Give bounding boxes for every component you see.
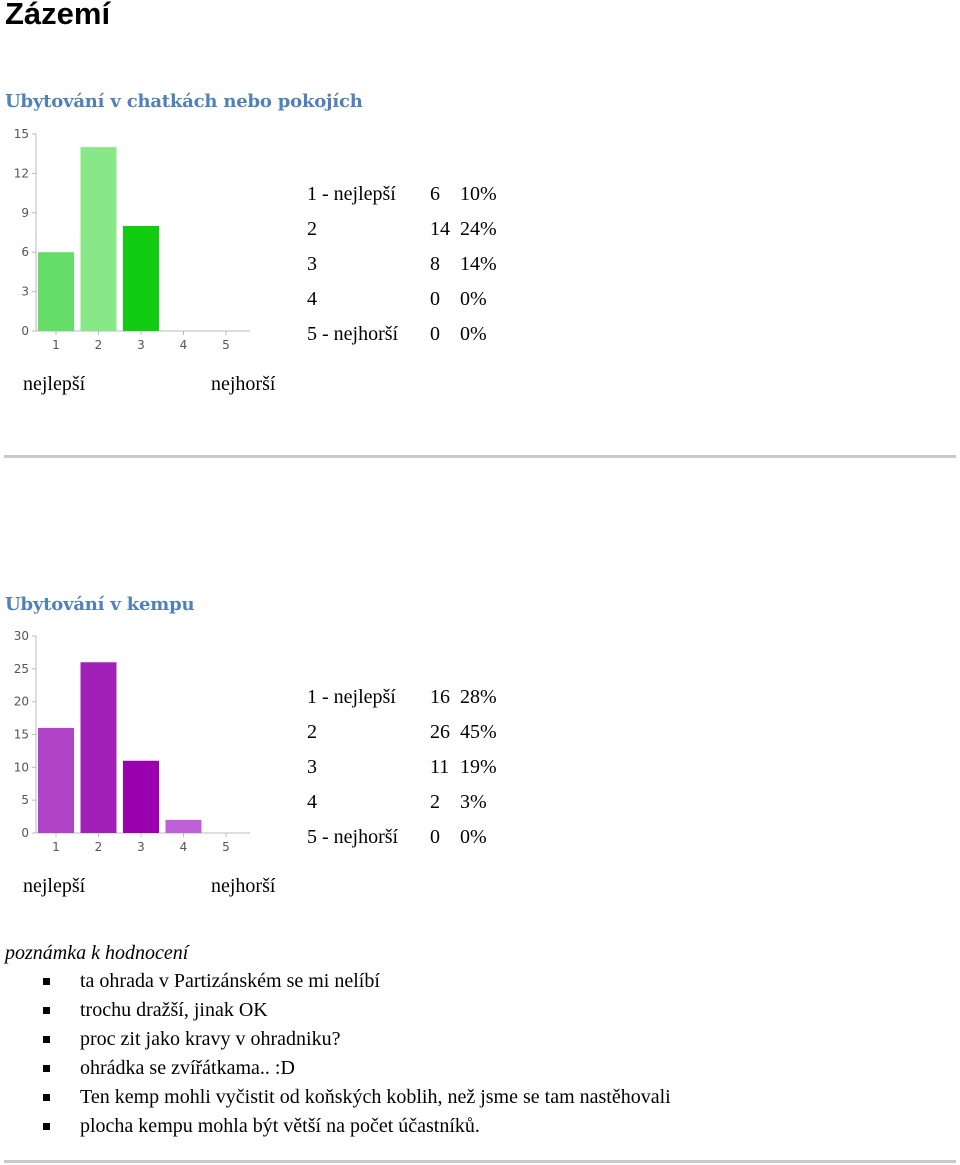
y-tick-label: 10 <box>13 760 29 775</box>
x-tick-label: 2 <box>94 840 103 854</box>
rating-percent: 3% <box>460 791 487 813</box>
x-tick-label: 4 <box>179 840 188 854</box>
y-tick-label: 9 <box>21 205 29 220</box>
y-tick-label: 0 <box>21 826 29 840</box>
rating-count: 2 <box>430 791 440 813</box>
y-tick-label: 30 <box>13 629 29 643</box>
y-tick-label: 25 <box>13 661 29 676</box>
bar <box>123 226 159 331</box>
rating-count: 14 <box>430 218 450 240</box>
rating-count: 0 <box>430 288 440 310</box>
bar <box>38 728 74 833</box>
note-heading: poznámka k hodnocení <box>5 942 189 964</box>
rating-percent: 14% <box>460 253 497 275</box>
bullet-icon <box>43 978 50 985</box>
divider <box>4 455 956 458</box>
section-heading-camp: Ubytování v kempu <box>5 594 195 615</box>
rating-percent: 0% <box>460 323 487 345</box>
rating-percent: 24% <box>460 218 497 240</box>
bar <box>81 662 117 833</box>
divider <box>4 1160 956 1163</box>
rating-percent: 0% <box>460 288 487 310</box>
section-heading-cabins: Ubytování v chatkách nebo pokojích <box>5 91 363 112</box>
x-tick-label: 3 <box>137 338 145 352</box>
x-tick-label: 2 <box>94 338 103 352</box>
rating-count: 6 <box>430 183 440 205</box>
bullet-icon <box>43 1094 50 1101</box>
rating-label: 2 <box>307 721 317 743</box>
y-tick-label: 5 <box>21 793 29 808</box>
y-tick-label: 20 <box>13 694 29 709</box>
bullet-icon <box>43 1007 50 1014</box>
rating-percent: 10% <box>460 183 497 205</box>
comment-text: ta ohrada v Partizánském se mi nelíbí <box>80 970 380 992</box>
rating-label: 5 - nejhorší <box>307 826 399 848</box>
chart-cabins <box>0 120 270 360</box>
y-tick-label: 12 <box>13 166 29 181</box>
rating-label: 2 <box>307 218 317 240</box>
scale-label-worst: nejhorší <box>211 875 276 897</box>
rating-count: 0 <box>430 826 440 848</box>
rating-percent: 19% <box>460 756 497 778</box>
rating-label: 1 - nejlepší <box>307 686 396 708</box>
rating-count: 0 <box>430 323 440 345</box>
bullet-icon <box>43 1036 50 1043</box>
scale-label-worst: nejhorší <box>211 373 276 395</box>
y-tick-label: 0 <box>21 324 29 338</box>
rating-label: 3 <box>307 253 317 275</box>
rating-percent: 28% <box>460 686 497 708</box>
bar <box>38 252 74 331</box>
x-tick-label: 1 <box>52 840 60 854</box>
rating-count: 26 <box>430 721 450 743</box>
y-tick-label: 3 <box>21 284 29 299</box>
comment-text: Ten kemp mohli vyčistit od koňských koblih, než jsme se tam nastěhovali <box>80 1086 671 1108</box>
chart-camp <box>0 622 270 862</box>
scale-label-best: nejlepší <box>23 373 86 395</box>
rating-count: 8 <box>430 253 440 275</box>
comment-text: plocha kempu mohla být větší na počet účastníků. <box>80 1115 480 1137</box>
scale-label-best: nejlepší <box>23 875 86 897</box>
rating-label: 5 - nejhorší <box>307 323 399 345</box>
x-tick-label: 1 <box>52 338 60 352</box>
rating-count: 11 <box>430 756 450 778</box>
x-tick-label: 5 <box>222 840 230 854</box>
comment-text: trochu dražší, jinak OK <box>80 999 268 1021</box>
bullet-icon <box>43 1123 50 1130</box>
comment-text: proc zit jako kravy v ohradniku? <box>80 1028 341 1050</box>
bar <box>81 147 117 331</box>
y-tick-label: 6 <box>21 245 29 260</box>
x-tick-label: 3 <box>137 840 145 854</box>
y-tick-label: 15 <box>13 727 29 742</box>
x-tick-label: 4 <box>179 338 188 352</box>
rating-count: 16 <box>430 686 450 708</box>
rating-label: 1 - nejlepší <box>307 183 396 205</box>
page-title: Zázemí <box>5 0 111 31</box>
rating-label: 4 <box>307 791 317 813</box>
bar <box>166 820 202 833</box>
bullet-icon <box>43 1065 50 1072</box>
bar <box>123 761 159 833</box>
x-tick-label: 5 <box>222 338 230 352</box>
comment-text: ohrádka se zvířátkama.. :D <box>80 1057 295 1079</box>
rating-percent: 45% <box>460 721 497 743</box>
rating-label: 4 <box>307 288 317 310</box>
y-tick-label: 15 <box>13 127 29 141</box>
rating-label: 3 <box>307 756 317 778</box>
rating-percent: 0% <box>460 826 487 848</box>
